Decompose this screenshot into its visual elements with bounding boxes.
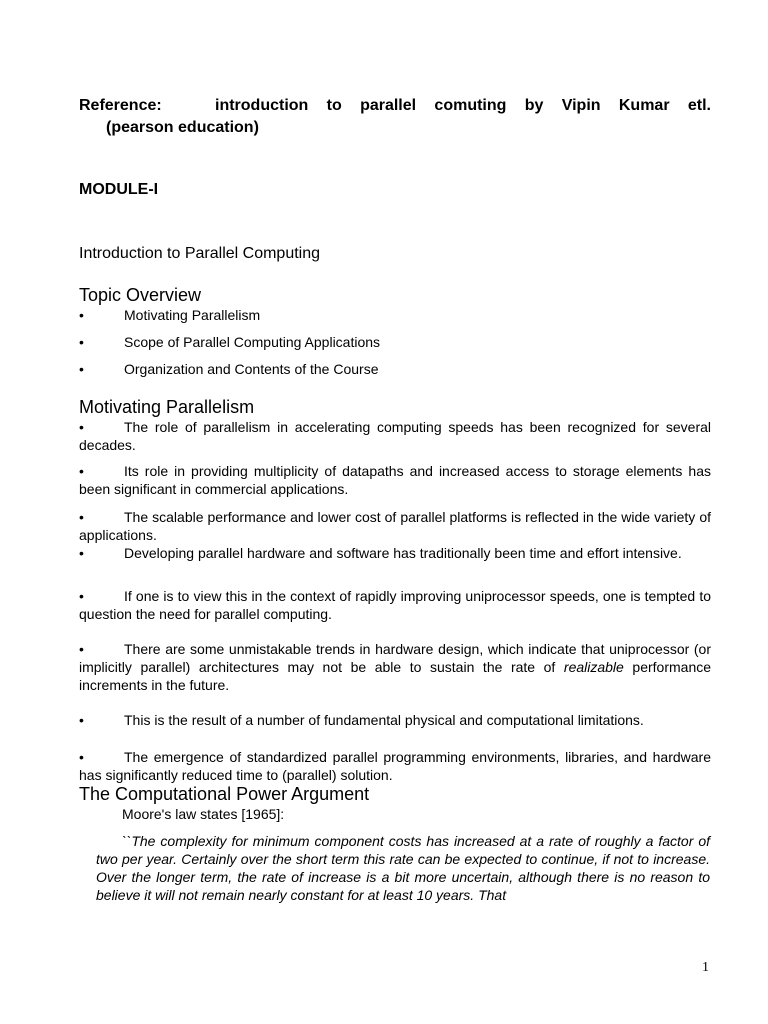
- topic-item-text: Scope of Parallel Computing Applications: [124, 334, 381, 350]
- page-number: 1: [702, 960, 709, 975]
- motivating-para-6: [79, 640, 711, 694]
- reference-publisher: (pearson education): [106, 119, 259, 136]
- topic-item-2: [79, 333, 711, 351]
- computational-heading: The Computational Power Argument: [79, 784, 370, 804]
- motivating-para-7: [79, 711, 711, 729]
- reference-line-1: [79, 95, 711, 117]
- bullet-icon: •: [79, 641, 84, 657]
- motivating-para-3: [79, 508, 711, 544]
- motivating-para-1: [79, 418, 711, 454]
- bullet-icon: •: [79, 419, 84, 435]
- intro-heading: Introduction to Parallel Computing: [79, 245, 321, 262]
- paragraph-tail-text: performance increments in the future.: [79, 659, 712, 693]
- bullet-icon: •: [79, 545, 84, 561]
- moore-law-line: Moore's law states [1965]:: [122, 806, 285, 822]
- reference-label: Reference:: [79, 97, 162, 114]
- bullet-icon: •: [79, 463, 84, 479]
- bullet-icon: •: [79, 588, 84, 604]
- motivating-para-8: [79, 748, 711, 784]
- motivating-para-5: [79, 587, 711, 623]
- topic-item-text: Motivating Parallelism: [124, 307, 261, 323]
- paragraph-text: Its role in providing multiplicity of datapaths and increased access to storage elements has been significant in commercial applications.: [79, 463, 711, 497]
- topic-item-3: [79, 360, 711, 378]
- bullet-icon: •: [79, 334, 84, 350]
- motivating-para-2: [79, 462, 711, 498]
- paragraph-text: The emergence of standardized parallel programming environments, libraries, and hardware has significantly reduced time to (parallel) solution.: [79, 749, 711, 783]
- motivating-heading: Motivating Parallelism: [79, 397, 255, 417]
- moore-quote: ``The complexity for minimum component costs has increased at a rate of roughly a factor of two per year. Certainly over the short term this rate can be expected to continue, if not to increase. Over the longer term, the rate of increase is a bit more uncertain, although there is no reason to believe it will not remain nearly constant for at least 10 years. That: [96, 833, 710, 903]
- motivating-para-4: [79, 544, 711, 562]
- emphasis-text: realizable: [563, 659, 624, 675]
- module-title: MODULE-I: [79, 181, 159, 198]
- paragraph-text: Developing parallel hardware and software has traditionally been time and effort intensive.: [124, 545, 682, 561]
- bullet-icon: •: [79, 361, 84, 377]
- reference-block: [79, 95, 711, 139]
- paragraph-text: This is the result of a number of fundamental physical and computational limitations.: [124, 712, 644, 728]
- topic-overview-heading: Topic Overview: [79, 285, 202, 305]
- topic-item-text: Organization and Contents of the Course: [124, 361, 379, 377]
- reference-title: introduction to parallel comuting by Vipin Kumar etl.: [215, 97, 711, 114]
- paragraph-text: If one is to view this in the context of rapidly improving uniprocessor speeds, one is tempted to question the need for parallel computing.: [79, 588, 711, 622]
- bullet-icon: •: [79, 712, 84, 728]
- bullet-icon: •: [79, 749, 84, 765]
- paragraph-text: The scalable performance and lower cost of parallel platforms is reflected in the wide variety of applications.: [79, 509, 711, 543]
- topic-item-1: [79, 306, 711, 324]
- bullet-icon: •: [79, 509, 84, 525]
- paragraph-text: The role of parallelism in accelerating computing speeds has been recognized for several decades.: [79, 419, 711, 453]
- bullet-icon: •: [79, 307, 84, 323]
- paragraph-text: There are some unmistakable trends in hardware design, which indicate that uniprocessor (or implicitly parallel) architectures may not be able to sustain the rate of: [79, 641, 711, 675]
